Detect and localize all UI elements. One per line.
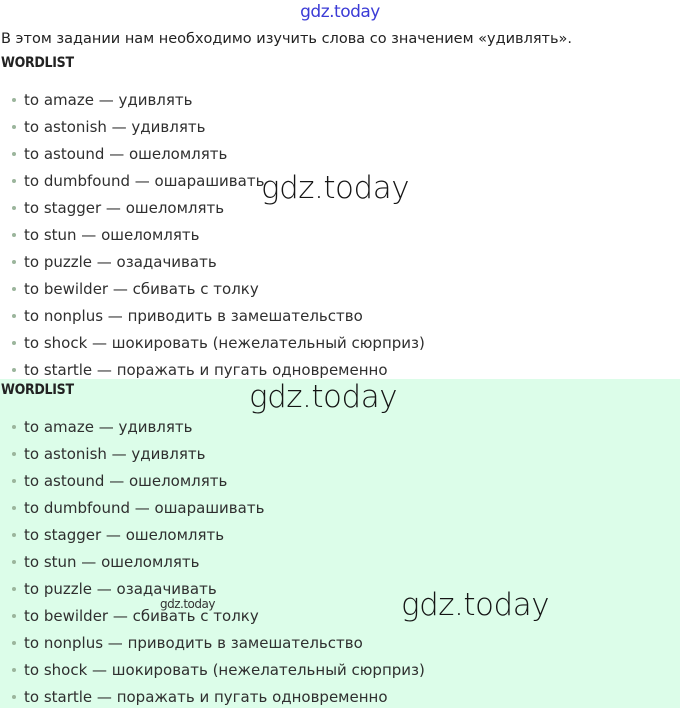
word-entry: to puzzle — озадачивать — [24, 580, 217, 598]
list-item — [12, 605, 425, 632]
word-entry: to bewilder — сбивать с толку — [24, 280, 259, 298]
intro-text: В этом задании нам необходимо изучить слова со значением «удивлять». — [1, 31, 573, 47]
list-item — [12, 632, 425, 659]
wordlist-heading: WORDLIST — [1, 382, 74, 398]
word-entry: to startle — поражать и пугать одновременно — [24, 688, 388, 706]
word-entry: to startle — поражать и пугать одновременно — [24, 361, 388, 379]
list-item — [12, 251, 425, 278]
bullet-icon — [12, 179, 16, 183]
watermark: gdz.today — [249, 379, 398, 415]
list-item — [12, 89, 425, 116]
list-item — [12, 278, 425, 305]
word-list — [12, 416, 425, 713]
wordlist-section-1 — [0, 52, 680, 379]
bullet-icon — [12, 425, 16, 429]
bullet-icon — [12, 260, 16, 264]
word-entry: to astound — ошеломлять — [24, 145, 228, 163]
watermark: gdz.today — [401, 587, 550, 623]
wordlist-heading: WORDLIST — [1, 55, 74, 71]
bullet-icon — [12, 452, 16, 456]
bullet-icon — [12, 668, 16, 672]
word-entry: to stun — ошеломлять — [24, 226, 200, 244]
bullet-icon — [12, 287, 16, 291]
list-item — [12, 551, 425, 578]
list-item — [12, 659, 425, 686]
watermark: gdz.today — [261, 170, 410, 206]
word-entry: to nonplus — приводить в замешательство — [24, 634, 363, 652]
list-item — [12, 332, 425, 359]
word-entry: to stun — ошеломлять — [24, 553, 200, 571]
word-entry: to bewilder — сбивать с толку — [24, 607, 259, 625]
word-list — [12, 89, 425, 386]
word-entry: to puzzle — озадачивать — [24, 253, 217, 271]
list-item — [12, 686, 425, 713]
list-item — [12, 305, 425, 332]
list-item — [12, 443, 425, 470]
bullet-icon — [12, 695, 16, 699]
bullet-icon — [12, 314, 16, 318]
word-entry: to amaze — удивлять — [24, 418, 193, 436]
list-item — [12, 116, 425, 143]
word-entry: to astound — ошеломлять — [24, 472, 228, 490]
bullet-icon — [12, 152, 16, 156]
word-entry: to stagger — ошеломлять — [24, 199, 225, 217]
word-entry: to shock — шокировать (нежелательный сюрприз) — [24, 661, 425, 679]
bullet-icon — [12, 206, 16, 210]
bullet-icon — [12, 233, 16, 237]
watermark-small: gdz.today — [160, 597, 215, 611]
list-item — [12, 578, 425, 605]
bullet-icon — [12, 641, 16, 645]
list-item — [12, 470, 425, 497]
word-entry: to dumbfound — ошарашивать — [24, 499, 265, 517]
word-entry: to astonish — удивлять — [24, 118, 206, 136]
word-entry: to stagger — ошеломлять — [24, 526, 225, 544]
list-item — [12, 224, 425, 251]
bullet-icon — [12, 614, 16, 618]
word-entry: to amaze — удивлять — [24, 91, 193, 109]
bullet-icon — [12, 125, 16, 129]
top-watermark: gdz.today — [300, 2, 380, 22]
word-entry: to shock — шокировать (нежелательный сюрприз) — [24, 334, 425, 352]
word-entry: to astonish — удивлять — [24, 445, 206, 463]
bullet-icon — [12, 506, 16, 510]
bullet-icon — [12, 479, 16, 483]
bullet-icon — [12, 98, 16, 102]
bullet-icon — [12, 368, 16, 372]
list-item — [12, 524, 425, 551]
list-item — [12, 497, 425, 524]
list-item — [12, 143, 425, 170]
bullet-icon — [12, 560, 16, 564]
wordlist-section-2 — [0, 379, 680, 708]
word-entry: to nonplus — приводить в замешательство — [24, 307, 363, 325]
list-item — [12, 416, 425, 443]
bullet-icon — [12, 533, 16, 537]
bullet-icon — [12, 587, 16, 591]
bullet-icon — [12, 341, 16, 345]
word-entry: to dumbfound — ошарашивать — [24, 172, 265, 190]
